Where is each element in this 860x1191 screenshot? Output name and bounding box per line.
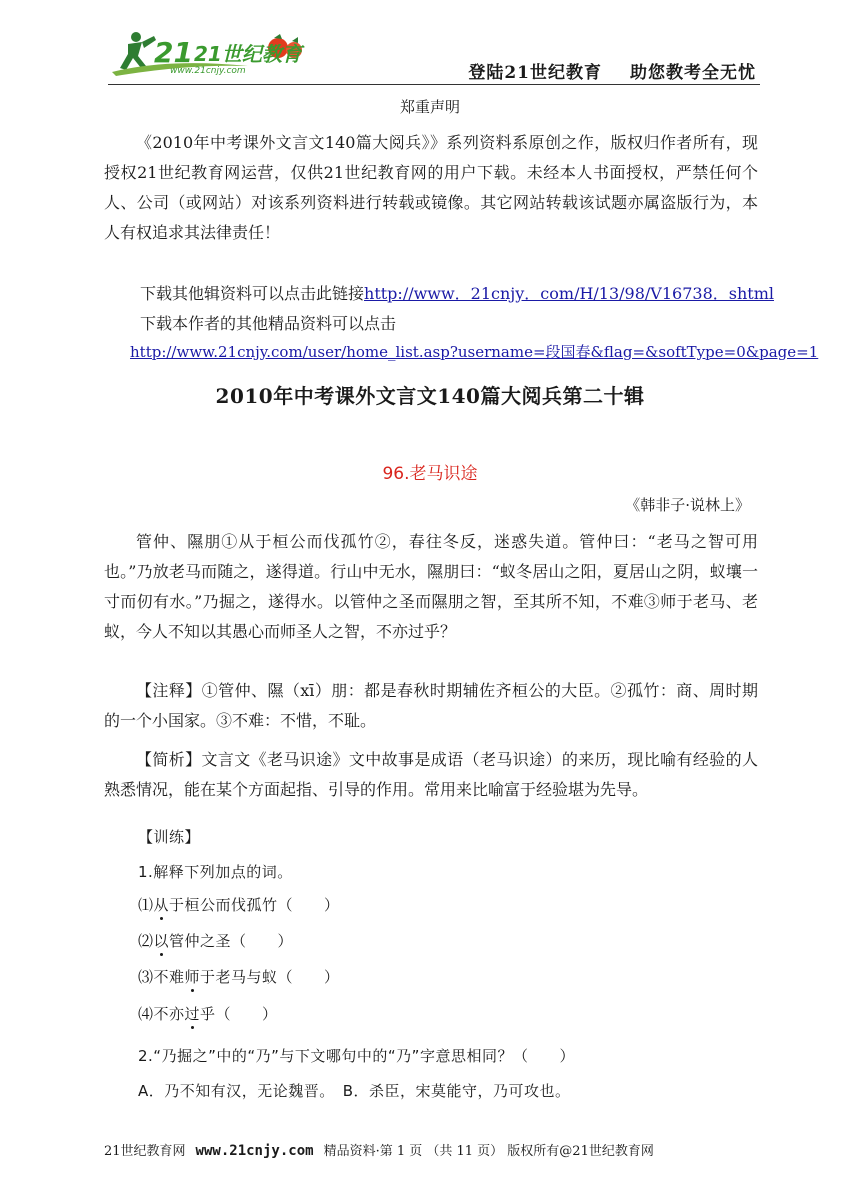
download-line [140, 281, 774, 304]
dotted-word: 过 [184, 1005, 201, 1023]
site-logo[interactable] [108, 28, 308, 80]
download-link[interactable]: http://www．21cnjy．com/H/13/98/V16738．shtml [364, 284, 774, 303]
item-pre: 不难 [153, 968, 185, 986]
main-title: 2010年中考课外文言文140篇大阅兵第二十辑 [215, 384, 645, 408]
author-prefix: 下载本作者的其他精品资料可以点击 [140, 314, 397, 333]
dotted-word: 师 [184, 968, 201, 986]
q1-item-2 [138, 930, 293, 951]
article-source: 《韩非子·说林上》 [625, 496, 750, 514]
q1-item-4 [138, 1003, 278, 1024]
item-number: ⑵ [138, 932, 154, 950]
author-link[interactable]: http://www.21cnjy.com/user/home_list.asp?username=段国春&flag=&softType=0&page=1 [130, 343, 819, 361]
article-title: 96.老马识途 [382, 464, 478, 484]
notice-title: 郑重声明 [399, 98, 460, 116]
dotted-word: 从 [153, 896, 170, 914]
article-analysis: 【简析】文言文《老马识途》文中故事是成语（老马识途）的来历，现比喻有经验的人熟悉情况，能在某个方面起指、引导的作用。常用来比喻富于经验堪为先导。 [104, 750, 758, 799]
question-2-options: A．乃不知有汉，无论魏晋。 B．杀臣，宋莫能守，乃可攻也。 [138, 1082, 571, 1100]
item-post: 管仲之圣（ ） [169, 932, 294, 950]
item-post: 于老马与蚁（ ） [200, 968, 340, 986]
footer-left: 21世纪教育网 [104, 1144, 186, 1159]
question-1: 1.解释下列加点的词。 [138, 863, 293, 881]
item-post: 于桓公而伐孤竹（ ） [169, 896, 340, 914]
q1-item-3 [138, 966, 340, 987]
q1-item-1 [138, 894, 340, 915]
logo-url: www.21cnjy.com [170, 66, 246, 76]
slogan-left: 登陆21世纪教育 [468, 63, 602, 83]
item-number: ⑴ [138, 896, 154, 914]
item-number: ⑷ [138, 1005, 154, 1023]
notice-body: 《2010年中考课外文言文140篇大阅兵》》系列资料系原创之作，版权归作者所有，现授权21世纪教育网运营，仅供21世纪教育网的用户下载。未经本人书面授权，严禁任何个人、公司（或网站）对该系列资料进行转载或镜像。其它网站转载该试题亦属盗版行为，本人有权追求其法律责任！ [104, 133, 758, 242]
footer-site[interactable]: www.21cnjy.com [195, 1143, 314, 1159]
download-prefix: 下载其他辑资料可以点击此链接 [140, 284, 365, 303]
dotted-word: 以 [153, 932, 170, 950]
training-heading: 【训练】 [138, 828, 201, 846]
logo-text: 21世纪教育 [194, 42, 302, 66]
item-pre: 不亦 [153, 1005, 185, 1023]
article-text: 管仲、隰朋①从于桓公而伐孤竹②，春往冬反，迷惑失道。管仲曰：“老马之智可用也。”乃放老马而随之，遂得道。行山中无水，隰朋曰：“蚁冬居山之阳，夏居山之阴，蚁壤一寸而仞有水。”乃掘之，遂得水。以管仲之圣而隰朋之智，至其所不知，不难③师于老马、老蚁，今人不知以其愚心而师圣人之智，不亦过乎？ [104, 532, 758, 641]
item-number: ⑶ [138, 968, 154, 986]
footer-right: 精品资料·第 1 页 （共 11 页） 版权所有@21世纪教育网 [323, 1144, 654, 1159]
header-slogan [468, 58, 756, 83]
question-2: 2.“乃掘之”中的“乃”与下文哪句中的“乃”字意思相同？（ ） [138, 1047, 575, 1065]
header-divider [108, 84, 760, 85]
article-notes: 【注释】①管仲、隰（xī）朋：都是春秋时期辅佐齐桓公的大臣。②孤竹：商、周时期的一个小国家。③不难：不惜，不耻。 [104, 681, 758, 730]
slogan-right: 助您教考全无忧 [630, 63, 756, 83]
page-header [108, 28, 760, 86]
page-footer [104, 1140, 654, 1159]
svg-text:21: 21 [154, 36, 193, 69]
item-post: 乎（ ） [200, 1005, 278, 1023]
